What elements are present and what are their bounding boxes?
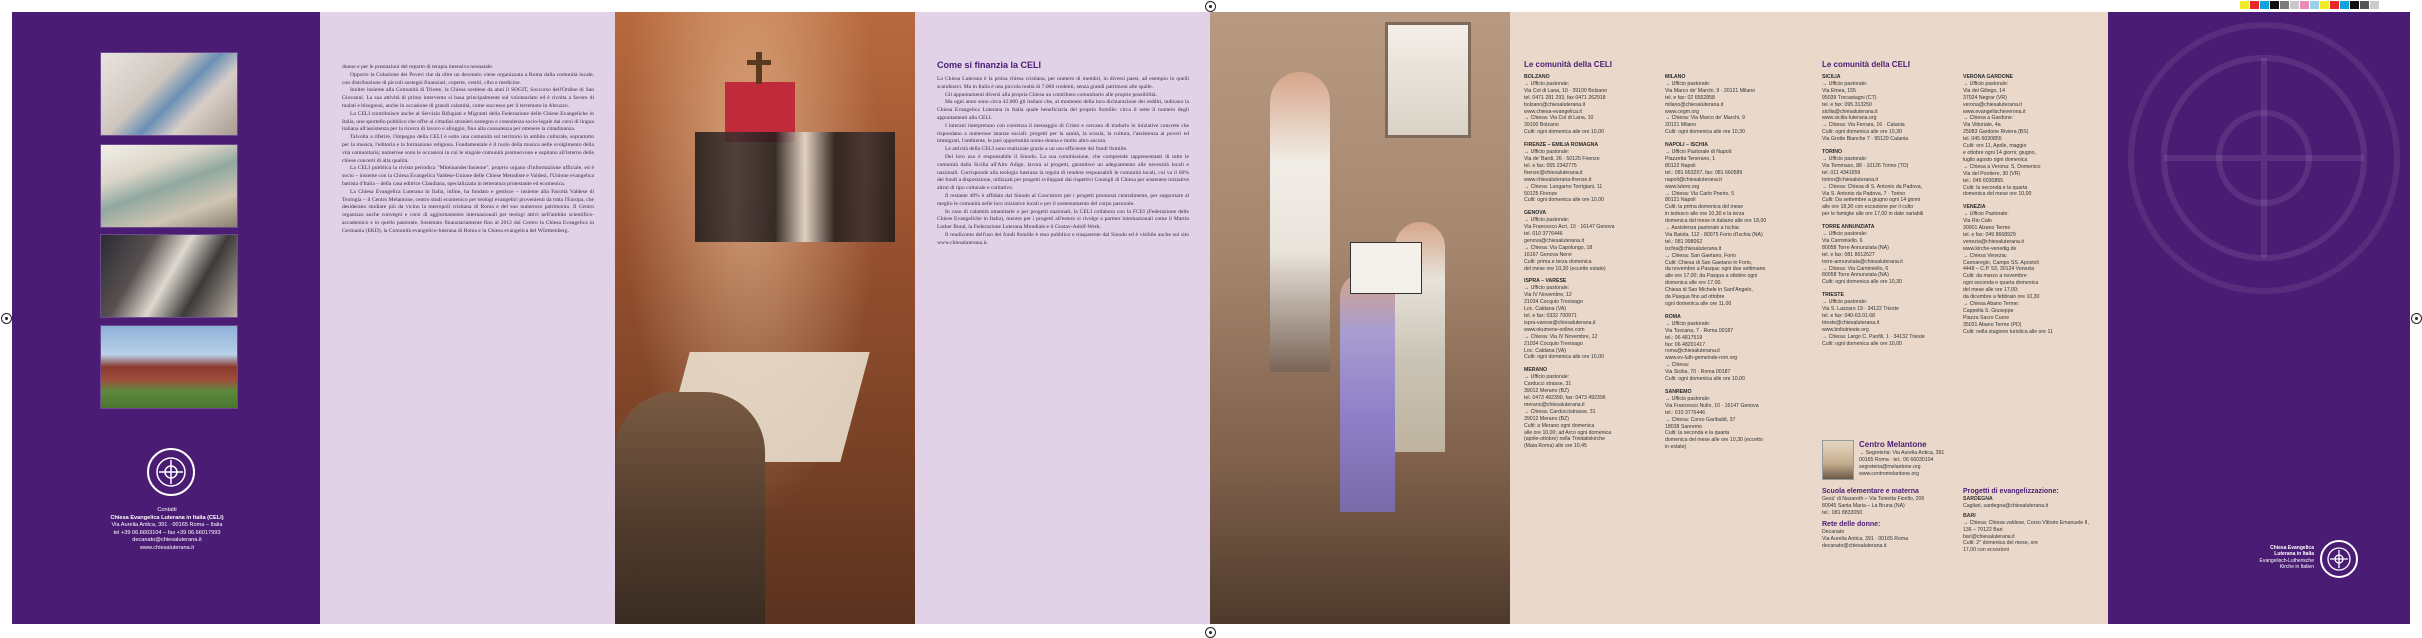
registration-mark <box>1205 1 1216 12</box>
girl-purple <box>1340 272 1395 512</box>
community-line: → Chiesa Abano Terme: <box>1963 301 2020 307</box>
women-email[interactable]: decanato@chiesaluterana.it <box>1822 542 1887 549</box>
community-name: VERONA GARDONE <box>1963 74 2013 80</box>
community-line: del mese ore 10,30 (eccetto estate) <box>1524 265 1606 272</box>
community-line: → Ufficio pastorale: <box>1822 155 1868 162</box>
community-line: da novembre a Pasqua: ogni due settimane <box>1665 266 1766 273</box>
community-line: 21034 Cocquio Trevisago <box>1524 299 1583 306</box>
community-column <box>1665 74 1793 457</box>
evangelization-sub: BARI <box>1963 512 1976 519</box>
community-line: tel. 045 6030855 <box>1963 136 2002 143</box>
community-line: → Chiesa: Via Carminiello, 6 <box>1822 265 1889 272</box>
community-line[interactable]: verona@chiesaluterana.it <box>1963 101 2022 108</box>
logo-text-line: Luterana in Italia <box>2274 551 2314 558</box>
community-line: tel.: 081 663207, fax: 081 660589 <box>1665 169 1743 176</box>
community-line[interactable]: www.lutero.org <box>1665 183 1700 190</box>
community-line: Via S. Antonio da Padova, 7 · Torino <box>1822 190 1906 197</box>
community-line[interactable]: www.evangelischeverona.it <box>1963 108 2026 115</box>
community-line: 30001 Alzano Terme <box>1963 225 2011 232</box>
community-line: Culti: ore 11, Aprile, maggio <box>1963 143 2027 150</box>
community-entry <box>1822 149 1950 218</box>
community-line: Culti: ogni domenica alle ore 10,30 <box>1665 129 1745 136</box>
community-line: → Chiesa: Via Col di Lana, 10 <box>1524 115 1594 122</box>
cross <box>756 52 762 84</box>
community-line: Culti: ogni domenica alle ore 10,00 <box>1665 376 1745 383</box>
community-line: 95039 Trecastagni (CT) <box>1822 94 1877 101</box>
community-entry <box>1665 314 1793 383</box>
community-line: Culti: la seconda e la quarta <box>1963 184 2028 191</box>
community-line: → Assistenza pastorale a Ischia: <box>1665 225 1740 232</box>
community-line: Via Rio Calo <box>1963 218 1992 225</box>
community-line: tel. 010 3776446 <box>1524 231 1563 238</box>
community-line: → Chiesa: Largo C. Panfili, 1 · 34132 Trieste <box>1822 333 1925 340</box>
community-line: → Chiesa: Via IV Novembre, 12 <box>1524 333 1598 340</box>
community-line: Via Baiola, 112 · 80075 Forio d'Ischia (NA) <box>1665 231 1763 238</box>
community-column <box>1524 74 1652 456</box>
community-line: Via Col di Lana, 10 · 39100 Bolzano <box>1524 87 1607 94</box>
color-bars <box>2240 1 2379 9</box>
evangelization-line: bari@chiesaluterana.it <box>1963 533 2015 540</box>
community-name: SANREMO <box>1665 388 1692 395</box>
community-name: GENOVA <box>1524 210 1547 217</box>
community-line: Via Marco de' Marchi, 9 · 20121 Milano <box>1665 87 1755 94</box>
logo-text-line: Chiesa Evangelica <box>2270 545 2314 551</box>
luther-rose-logo <box>147 448 195 496</box>
evangelization-sub: SARDEGNA <box>1963 496 1993 502</box>
community-line: tel. e fax: 081 8612627 <box>1822 251 1875 258</box>
community-line: Culti: ogni domenica alle ore 10,30 <box>1822 129 1902 136</box>
community-line: 80058 Torre Annunziata (NA) <box>1822 244 1889 251</box>
community-entry <box>1963 204 2091 335</box>
community-line: Via Tommaso, 88 · 10126 Torino (TO) <box>1822 162 1909 169</box>
community-column <box>1963 74 2091 342</box>
community-line: Culti: nella stagione turistica alle ore 11 <box>1963 328 2053 335</box>
community-line: in estate) <box>1665 444 1687 451</box>
community-line: Culti: Da settembre a giugno ogni 14 giorni <box>1822 197 1921 204</box>
community-line: Via Sicilia, 70 · Roma 00187 <box>1665 369 1731 376</box>
community-line[interactable]: venezia@chiesaluterana.it <box>1963 238 2024 245</box>
window <box>1385 22 1471 138</box>
community-line: Via del Pontiere, 30 (VR) <box>1963 170 2021 177</box>
community-line: Loc. Caldana (VA) <box>1524 347 1567 354</box>
community-line: tel. 0473 492390, fax: 0473 492396 <box>1524 394 1606 401</box>
community-line: → Chiesa: Via Capolungo, 18 <box>1524 244 1593 251</box>
paragraph: Il restante 40% è affidato dal Sinodo al Concistoro per i progetti promossi centralmente, per supportare al meglio le comunità nelle loro iniziative locali e per il sostentamento del corpo pastorale. <box>937 192 1189 207</box>
community-line: Cannaregio, Campo SS. Apostoli <box>1963 259 2039 266</box>
community-line: → Chiesa: Via Ferrara, 16 · Catania <box>1822 122 1905 129</box>
community-line: e ottobre ogni 14 giorni; giugno, <box>1963 149 2036 156</box>
community-line: domenica del mese in italiano alle ore 18,00 <box>1665 218 1767 225</box>
community-line[interactable]: roma@chiesaluterana.it <box>1665 348 1720 355</box>
community-line[interactable]: www.ev-luth-gemeinde-rom.org <box>1665 355 1738 362</box>
community-line: Via Grotte Bianche 7 · 95129 Catania <box>1822 136 1909 143</box>
community-line: → Ufficio pastorale: <box>1524 285 1570 292</box>
panel-cover-back <box>12 12 320 624</box>
community-line: Culti: ogni domenica alle ore 10,30 <box>1822 279 1902 286</box>
community-entry <box>1524 142 1652 204</box>
community-line: per le famiglie alle ore 17,00 in date variabili <box>1822 211 1924 218</box>
paragraph: Del loro uso è responsabile il Sinodo. La sua commissione, che comprende rappresentanti di tutte le comunità dalla Sicilia all'Alto Adige, lavora ai progetti, garantisce un adeguamento alle necessità locali e nazionali. Corrisponde alla teologia luterana la regola di rendere responsabili le comunità locali, cui va il 60% dei fondi a disposizione, utilizzati per progetti sviluppati dai rispettivi Consigli di Chiesa per sostenere iniziative altrui di tipo culturale e caritativo. <box>937 153 1189 192</box>
community-line: del mese alle ore 17,00; <box>1963 287 2019 294</box>
panel-cover-front <box>2108 12 2410 624</box>
community-line: tel. e fax: 049 8668929 <box>1963 231 2016 238</box>
community-line[interactable]: www.cegm.org <box>1665 108 1700 115</box>
community-line: → Ufficio pastorale: <box>1524 80 1570 87</box>
melantone-website[interactable]: www.centromelantone.org <box>1859 470 1919 477</box>
community-line: tel.: 045 6030855 <box>1963 177 2004 184</box>
evangelization-line: 17,00 con eccezioni <box>1963 547 2009 554</box>
community-line: tel. e fax: 02 6552858 <box>1665 94 1715 101</box>
logo-text <box>2256 545 2314 571</box>
community-line: ogni domenica alle ore 11,00 <box>1665 301 1732 307</box>
community-line[interactable]: sicilia@chiesaluterana.it <box>1822 108 1878 115</box>
community-line: tel. e fax: 040-63.01.68 <box>1822 313 1876 319</box>
community-line: Culti: da marzo a novembre <box>1963 273 2027 280</box>
community-line[interactable]: www.chiesa-evangelica.it <box>1524 108 1582 115</box>
community-line: tel. e fax: 055 2342775 <box>1524 162 1577 169</box>
paragraph: Opporre la Colazione dei Poveri che da oltre un decennio viene organizzata a Roma dalla comunità locale, con distribuzione di piccoli sostegni finanziari, coperte, vestiti, cibo e medicine. <box>342 71 594 86</box>
community-line: Via Toscana, 7 · Roma 00187 <box>1665 327 1734 334</box>
community-line: Via Francesco Acri, 10 · 16147 Genova <box>1524 224 1615 231</box>
melantone-line: → Segreteria: Via Aurelia Antica, 391 <box>1859 450 1945 456</box>
community-line: domenica alle ore 17,00. <box>1665 280 1722 287</box>
community-entry <box>1524 74 1652 136</box>
school-line: tel.: 081 8833050 <box>1822 509 1863 516</box>
photo-meeting <box>100 52 238 136</box>
evangelization-title: Progetti di evangelizzazione: <box>1963 488 2059 495</box>
paragraph: Ma ogni anno sono circa 42.000 gli italiani che, al momento della loro dichiarazione dei redditi, indicano la Chiesa Evangelica Luterana in Italia quale beneficiaria del proprio 8xmille: circa il sette il numero degli appuntamenti alla CELI. <box>937 99 1189 121</box>
community-line: Cappella S. Giuseppe <box>1963 307 2014 314</box>
community-line: fax: 06 48201417 <box>1665 341 1706 348</box>
photo-church-interior <box>615 12 915 624</box>
community-line: Culti: ogni domenica alle ore 10,00 <box>1524 354 1604 361</box>
community-line: Via Francesco Nullo, 10 · 16147 Genova <box>1665 402 1759 409</box>
paragraph: donne e per le prestazioni del reparto di terapia intensiva neonatale. <box>342 64 494 70</box>
community-name: MILANO <box>1665 74 1686 80</box>
community-line: tel. e fax: 0332 700971 <box>1524 313 1577 319</box>
community-line: → Chiesa a Verona: S. Domenico <box>1963 163 2041 170</box>
community-name: NAPOLI – ISCHIA <box>1665 142 1708 149</box>
community-line[interactable]: torre-annunziata@chiesaluterana.it <box>1822 258 1903 265</box>
community-line: → Ufficio pastorale: <box>1665 395 1711 402</box>
community-line: → Chiesa: Via Carlo Poerio, 5 <box>1665 190 1735 197</box>
community-line: → Ufficio pastorale: <box>1524 374 1570 381</box>
paragraph: Il rendiconto dell'uso dei fondi 8xmille è reso pubblico e trasparente dal Sinodo ed è visibile anche sul sito www.chiesaluterana.it. <box>937 231 1189 246</box>
community-line[interactable]: www.boltutrieste.org <box>1822 326 1869 333</box>
community-line: → Ufficio pastorale: <box>1665 80 1711 87</box>
photo-building <box>100 325 238 409</box>
community-line: 39012 Merano (BZ) <box>1524 415 1569 422</box>
registration-mark <box>1205 627 1216 638</box>
community-line: alle ore 18,30 con eccezione per il culto <box>1822 204 1914 211</box>
music-stand-sheet <box>1350 242 1422 294</box>
panel-social-text <box>320 12 615 624</box>
community-entry <box>1822 224 1950 286</box>
paragraph: Inoltre insieme alla Comunità di Trieste, la Chiesa sostiene da anni il SOGIT, Soccorso dell'Ordine di San Giovanni. La sua attività di primo intervento si basa principalmente sul volontariato ed è rivolta a favore di malati e bisognosi, anche in occasione di grandi calamità, come successo per il terremoto in Abruzzo. <box>342 87 594 109</box>
community-line: 39012 Merano (BZ) <box>1524 388 1569 395</box>
community-line: Loc. Caldana (VA) <box>1524 306 1567 313</box>
paragraph: La CELI contribuisce anche al Servizio Rifugiati e Migranti della Federazione delle Chiese Evangeliche in Italia, uno sportello pubblico che offre ai cittadini stranieri sostegno e consulenza socio-legale dai corsi di lingua italiana all'assistenza per la ricerca di lavoro e alloggio, fino alla consulenza per ottenere la cittadinanza. <box>342 110 595 133</box>
melantone-block <box>1859 440 1979 478</box>
community-line: Chiesa di San Michele in Sant'Angelo, <box>1665 287 1753 294</box>
melantone-title: Centro Melantone <box>1859 440 1927 449</box>
contact-block <box>42 507 292 553</box>
registration-mark <box>2411 313 2422 324</box>
community-line: → Chiesa a Gardone: <box>1963 115 2014 122</box>
community-line: 80058 Torre Annunziata (NA) <box>1822 272 1889 279</box>
community-entry <box>1822 74 1950 143</box>
community-line[interactable]: torino@chiesaluterana.it <box>1822 176 1879 183</box>
community-name: TORRE ANNUNZIATA <box>1822 224 1875 231</box>
panel-communities <box>1510 12 2108 624</box>
community-column <box>1822 74 1950 354</box>
photo-music-children <box>1210 12 1510 624</box>
community-line: tel.: 010 3776446 <box>1665 409 1706 416</box>
melantone-email[interactable]: segreteria@melantone.org <box>1859 463 1921 470</box>
community-line[interactable]: ispra-varese@chiesaluterana.it <box>1524 319 1596 326</box>
community-line[interactable]: www.kirche-venedig.de <box>1963 245 2017 252</box>
community-line: domenica del mese ore 10,00 <box>1963 191 2032 198</box>
community-line: ogni seconda e quarta domenica <box>1963 280 2039 287</box>
community-line: Via Carminiello, 6 <box>1822 237 1863 244</box>
melantone-line: 00165 Roma · tel.: 06 66030104 <box>1859 456 1934 463</box>
community-line: → Chiesa: Chiesa di S. Antonio da Padova, <box>1822 183 1923 190</box>
community-line: tel. 011 4341659 <box>1822 169 1861 176</box>
community-entry <box>1822 292 1950 347</box>
community-line[interactable]: genova@chiesaluterana.it <box>1524 237 1585 244</box>
school-line: Gesù' di Nazareth – Via Tonietta Fiorillo, 206 <box>1822 496 1925 502</box>
community-line: → Chiesa: Carduccistrasse, 31 <box>1524 408 1596 415</box>
community-entry <box>1524 210 1652 272</box>
community-line[interactable]: ischia@chiesaluterana.it <box>1665 245 1722 252</box>
luther-rose-watermark <box>2128 22 2400 294</box>
body-text <box>342 64 594 236</box>
community-line: Culti: ogni domenica alle ore 10,00 <box>1524 129 1604 136</box>
community-line[interactable]: www.chiesaluterana-firenze.it <box>1524 176 1592 183</box>
community-name: FIRENZE – EMILIA ROMAGNA <box>1524 142 1599 149</box>
people-group <box>695 132 895 242</box>
luther-rose-logo <box>2320 540 2358 578</box>
community-line: Culti: Chiesa di San Gaetano in Forio, <box>1665 259 1753 266</box>
section-title: Le comunità della CELI <box>1822 60 1911 69</box>
community-name: ISPRA – VARESE <box>1524 278 1567 285</box>
community-line: → Ufficio pastorale: <box>1822 231 1868 238</box>
community-line: 80122 Napoli <box>1665 162 1696 169</box>
community-line[interactable]: merano@chiesaluterana.it <box>1524 401 1585 408</box>
community-line: 21034 Cocquio Trevisago <box>1524 340 1583 347</box>
paragraph: Talvolta a riferire, l'impegno della CELI è sotto una comunità sul territorio in ambito culturale, soprattutto per la musica, l'editoria e la formazione religiosa. Fondamentale è il ruolo della musica nelle svolgimento della vita comunitaria; numerose sono le occasioni in cui le singole comunità promuovono e ospitano all'interno delle chiese concerti di alta qualità. <box>342 134 594 164</box>
community-entry <box>1963 74 2091 198</box>
community-line: da Pasqua fino ad ottobre <box>1665 294 1725 301</box>
community-line: tel. 0471 281 293, fax 0471 262918 <box>1524 94 1606 101</box>
contact-line: Chiesa Evangelica Luterana in Italia (CELI) <box>110 514 224 521</box>
community-line: → Chiesa: Via Marco de' Marchi, 9 <box>1665 115 1745 122</box>
women-title: Rete delle donne: <box>1822 520 1881 528</box>
community-line: Via dei Giliego, 14 <box>1963 87 2006 94</box>
contact-line: tel +39 06.6603104 – fax +39 06.66017993 <box>113 529 221 536</box>
evangelization-line: Culti: 2° domenica del mese, ore <box>1963 540 2039 547</box>
paragraph: La Chiesa Evangelica Luterana in Italia, infine, ha fondato e gestisce – insieme alla Facoltà Valdese di Teologia – il Centro Melantone, centro studi ecumenico per teologi evangelici provenienti da tutta l'Europa, che desiderano studiare più da vicino la metropoli cristiana di Roma e del suo numeroso patrimonio. Il Centro organizza anche convegni e corsi di aggiornamento internazionali per teologi attivi nell'ambito scientifico-accademico e in quello pastorale. Sostenuto finanziariamente fino al 2012 dal Centro la Chiesa Evangelica in Germania (EKD), la Comunità evangelico-luterana di Roma e la Chiesa evangelica del Württemberg. <box>342 188 594 234</box>
evangelization-line: → Chiesa: Chiesa valdese, Corso Vittorio Emanuele II, 136 – 70122 Bari <box>1963 519 2089 533</box>
community-line: domenica del mese alle ore 10,30 (eccetto <box>1665 437 1763 444</box>
contact-title: Contatti <box>157 507 177 513</box>
community-name: VENEZIA <box>1963 204 1986 211</box>
community-line: Culti: a Merano ogni domenica <box>1524 422 1595 429</box>
community-entry <box>1524 278 1652 361</box>
community-line: → Ufficio pastorale: <box>1822 80 1868 87</box>
community-line: 39100 Bolzano <box>1524 122 1559 129</box>
community-line: 35031 Abano Terme (PD) <box>1963 321 2022 328</box>
photo-classroom <box>100 144 238 228</box>
paragraph: La Chiesa Luterana è la prima chiesa cristiana, per numero di membri, in diversi paesi, ad esempio in quelli scandinavi. Ma in Italia è una piccola realtà di 7.000 credenti, senza grandi patrimoni alle spalle. <box>937 76 1189 90</box>
panel-financing <box>915 12 1210 624</box>
melantone-portrait <box>1822 440 1854 480</box>
community-line[interactable]: www.sicilia-luterana.org <box>1822 115 1877 122</box>
paragraph: Gli appuntamenti diversi alla propria Chiesa un contributo comunitario alle proprie possibilità. <box>945 91 1157 98</box>
community-line: → Ufficio pastorale: <box>1524 149 1570 156</box>
community-line: alle ore 17,00; da Pasqua a ottobre ogni <box>1665 273 1758 280</box>
community-line: tel. e fax: 095.313250 <box>1822 101 1872 108</box>
paragraph: I luterani interpretano con coerenza il messaggio di Cristo e cercano di tradurlo in iniziative concrete che rispondano a numerose istanze sociali: progetti per la sanità, la scuola, la cultura, l'assistenza ai poveri ed immigrati, l'ambiente, le pari opportunità uomo-donna e molto altro ancora. <box>937 122 1189 145</box>
community-line: 80121 Napoli <box>1665 197 1696 204</box>
woman-foreground <box>615 392 765 624</box>
community-line: → Ufficio pastorale: <box>1822 299 1868 306</box>
contact-line: Via Aurelia Antica, 391 · 00165 Roma – Italia <box>111 522 223 529</box>
community-entry <box>1665 74 1793 136</box>
section-title: Come si finanzia la CELI <box>937 60 1042 70</box>
community-name: TORINO <box>1822 149 1843 156</box>
community-line: Culti: prima e terza domenica <box>1524 258 1592 265</box>
registration-mark <box>1 313 12 324</box>
community-line[interactable]: www.okumene-online.com <box>1524 326 1585 333</box>
community-entry <box>1524 367 1652 450</box>
community-line: da dicembre a febbraio ore 10,30 <box>1963 294 2040 301</box>
community-name: SICILIA <box>1822 74 1841 80</box>
community-line: Via IV Novembre, 12 <box>1524 292 1572 299</box>
women-line: Via Aurelia Antica, 391 · 00165 Roma <box>1822 535 1909 542</box>
community-line: 25083 Gardone Riviera (BS) <box>1963 129 2029 136</box>
community-line: tel.: 081 998062 <box>1665 238 1703 245</box>
community-line: tel.: 06 4817519 <box>1665 334 1703 341</box>
community-line: 16167 Genova Nervi <box>1524 251 1572 258</box>
community-line: Piazzetta Tenerano, 1 <box>1665 155 1716 162</box>
community-line: → Chiesa: <box>1665 362 1690 369</box>
community-entry <box>1665 389 1793 451</box>
community-line: alle ore 10,00; ad Arco ogni domenica <box>1524 429 1612 436</box>
community-line: Culti: la seconda e la quarta <box>1665 430 1730 437</box>
cross-beam <box>747 60 771 65</box>
community-line: → Chiesa: Lungarno Torrigiani, 11 <box>1524 183 1603 190</box>
contact-email[interactable]: decanato@chiesaluterana.it <box>132 537 202 544</box>
community-line: Culti: la prima domenica del mese <box>1665 204 1744 211</box>
logo-subtext-line: Evangelisch-Lutherische <box>2259 557 2314 564</box>
community-entry <box>1665 142 1793 308</box>
evangelization-line: Cagliari, sardegna@chiesaluterana.it <box>1963 502 2049 509</box>
community-line[interactable]: firenze@chiesaluterana.it <box>1524 169 1583 176</box>
community-line[interactable]: bolzano@chiesaluterana.it <box>1524 101 1586 108</box>
community-line: luglio agosto ogni domenica <box>1963 156 2028 163</box>
community-line: Via de' Bardi, 26 · 50125 Firenze <box>1524 155 1600 162</box>
logo-subtext-line: Kirche in Italien <box>2279 564 2314 571</box>
paragraph: Le attività della CELI sono realizzate grazie a un uso efficiente dei fondi 8xmille. <box>945 146 1128 153</box>
girl-flute <box>1270 72 1330 372</box>
community-name: BOLZANO <box>1524 74 1550 80</box>
school-line: 80045 Santa Maria – La Bruna (NA) <box>1822 502 1905 509</box>
community-line: (aprile-ottobre) nella Trinitatiskirche <box>1524 436 1606 443</box>
community-line: → Ufficio Pastorale di Napoli: <box>1665 149 1733 156</box>
paragraph: La CELI pubblica la rivista periodica "Miteinander/Insieme", proprio organo d'informazione ufficiale, ed è socio – insieme con la Chiesa Evangelica Valdese-Unione delle Chiese Metodiste e Valdesi, l'Unione evangelica battista d'Italia – della casa editrice Claudiana, specializzata in letteratura protestante ed ecumenica. <box>342 165 594 187</box>
evangelization-block <box>1963 487 2098 554</box>
women-line: Decanato <box>1822 528 1845 535</box>
community-line: (Maia Roma) alle ore 10,45 <box>1524 443 1587 450</box>
community-line: 18038 Sanremo <box>1665 423 1702 430</box>
body-text <box>937 76 1189 248</box>
community-line: Via S. Lazzaro 19 · 34122 Trieste <box>1822 306 1899 313</box>
community-line: in tedesco alle ore 10,30 e la terza <box>1665 211 1745 218</box>
community-line[interactable]: napoli@chiesaluterana.it <box>1665 176 1722 183</box>
school-title: Scuola elementare e materna <box>1822 488 1919 495</box>
community-line: Via Etnea, 155 <box>1822 87 1856 94</box>
community-line: Via Vittoriale, 4a <box>1963 122 2001 129</box>
community-line: Culti: ogni domenica alle ore 10,00 <box>1524 197 1604 204</box>
school-block <box>1822 487 1957 549</box>
community-name: ROMA <box>1665 313 1681 320</box>
paragraph: In caso di calamità umanitarie o per progetti nazionali, la CELI collabora con la FCEI (Federazione delle Chiese Evangeliche in Italia), mentre per i progetti all'estero si rivolge a partner internazionali come il Martin Luther Bund, la Federazione Luterana Mondiale e il Gustav-Adolf-Werk. <box>937 208 1189 231</box>
community-line: → Chiesa: San Gaetano, Forio <box>1665 252 1736 259</box>
photo-clergy <box>100 234 238 318</box>
community-line: Carducci strasse, 31 <box>1524 381 1572 388</box>
community-line: → Ufficio pastorale: <box>1665 320 1711 327</box>
community-line: Culti: ogni domenica alle ore 10,00 <box>1822 340 1902 347</box>
community-name: TRIESTE <box>1822 292 1844 299</box>
community-line: → Ufficio pastorale: <box>1963 80 2009 87</box>
contact-website[interactable]: www.chiesaluterana.it <box>139 544 195 551</box>
community-line[interactable]: milano@chiesaluterana.it <box>1665 101 1724 108</box>
community-line: Piazza Sacro Cuore <box>1963 314 2010 321</box>
community-line[interactable]: trieste@chiesaluterana.it <box>1822 319 1880 326</box>
community-line: → Chiesa Venezia: <box>1963 252 2008 259</box>
community-line: → Chiesa: Corso Garibaldi, 37 <box>1665 416 1736 423</box>
community-line: 4448 – C.P. 53, 30124 Venezia <box>1963 266 2035 273</box>
section-title: Le comunità della CELI <box>1524 60 1613 69</box>
community-name: MERANO <box>1524 367 1548 374</box>
community-line: 37024 Negrar (VR) <box>1963 94 2007 101</box>
community-line: → Ufficio Pastorale: <box>1963 211 2009 218</box>
community-line: 50125 Firenze <box>1524 190 1558 197</box>
community-line: 20121 Milano <box>1665 122 1697 129</box>
community-line: → Ufficio pastorale: <box>1524 217 1570 224</box>
